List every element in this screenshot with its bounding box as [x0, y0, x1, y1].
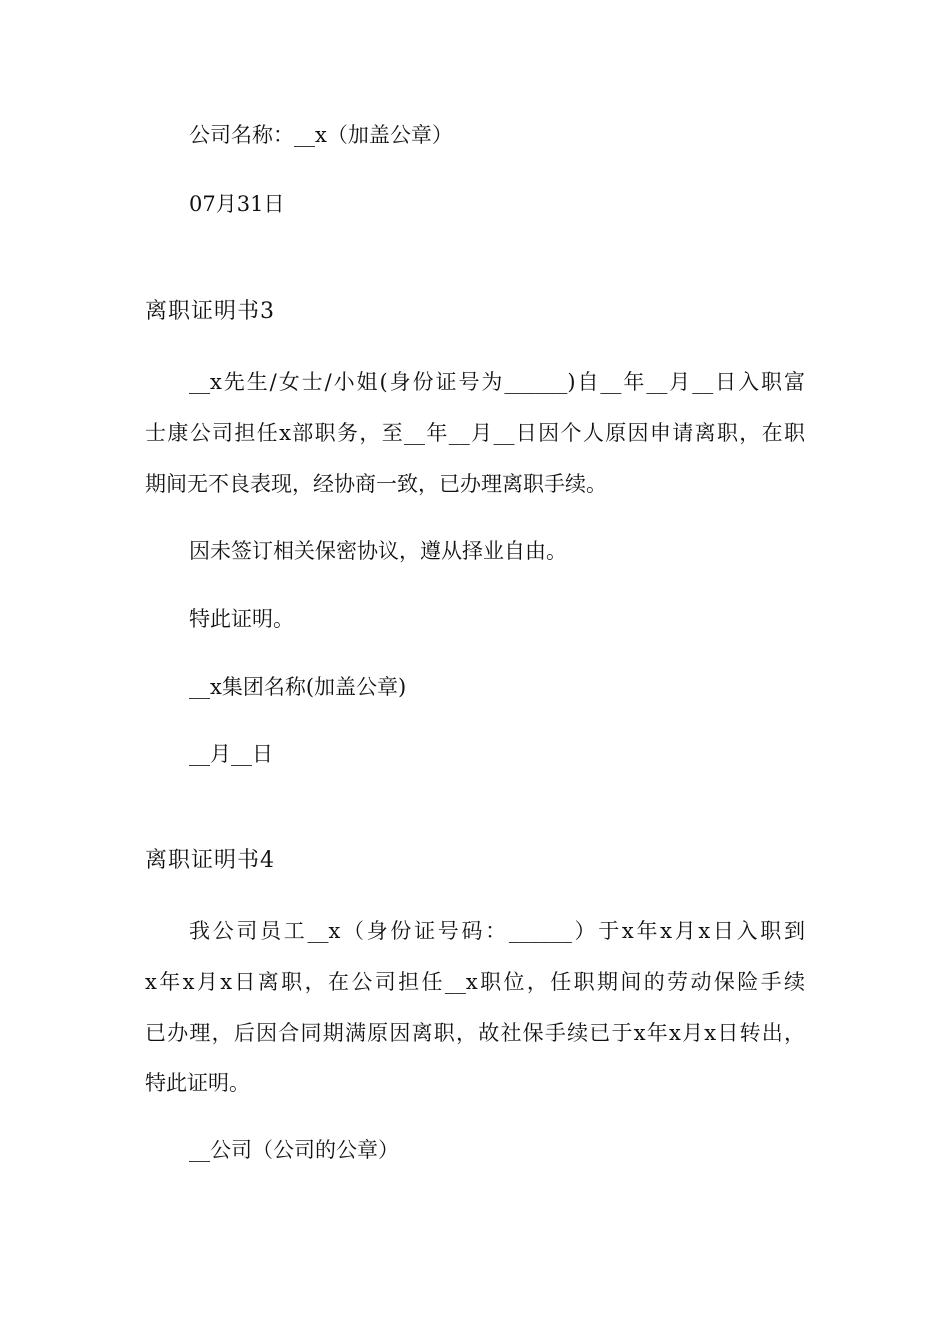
section-3-paragraph-2: 因未签订相关保密协议，遵从择业自由。: [189, 539, 567, 563]
section-4-signature: __公司（公司的公章）: [189, 1138, 399, 1162]
section-4-paragraph-1-line-1: 我公司员工__x（身份证号码：______）于x年x月x日入职到: [189, 919, 805, 943]
section-4-heading: 离职证明书4: [145, 848, 275, 873]
date-line: 07月31日: [189, 192, 285, 216]
section-3-signature: __x集团名称(加盖公章): [189, 675, 407, 699]
company-name-line: 公司名称：__x（加盖公章）: [189, 123, 453, 147]
section-3-paragraph-1-line-3: 期间无不良表现，经协商一致，已办理离职手续。: [145, 472, 607, 496]
section-4-paragraph-1-line-3: 已办理，后因合同期满原因离职，故社保手续已于x年x月x日转出，: [145, 1021, 805, 1045]
section-3-paragraph-3: 特此证明。: [189, 607, 294, 631]
section-3-heading: 离职证明书3: [145, 299, 275, 324]
section-3-date: __月__日: [189, 742, 273, 766]
section-3-paragraph-1-line-1: __x先生/女士/小姐(身份证号为______)自__年__月__日入职富: [189, 370, 805, 394]
section-4-paragraph-1-line-2: x年x月x日离职，在公司担任__x职位，任职期间的劳动保险手续: [145, 970, 805, 994]
section-4-paragraph-1-line-4: 特此证明。: [145, 1071, 250, 1095]
section-3-paragraph-1-line-2: 士康公司担任x部职务，至__年__月__日因个人原因申请离职，在职: [145, 421, 805, 445]
